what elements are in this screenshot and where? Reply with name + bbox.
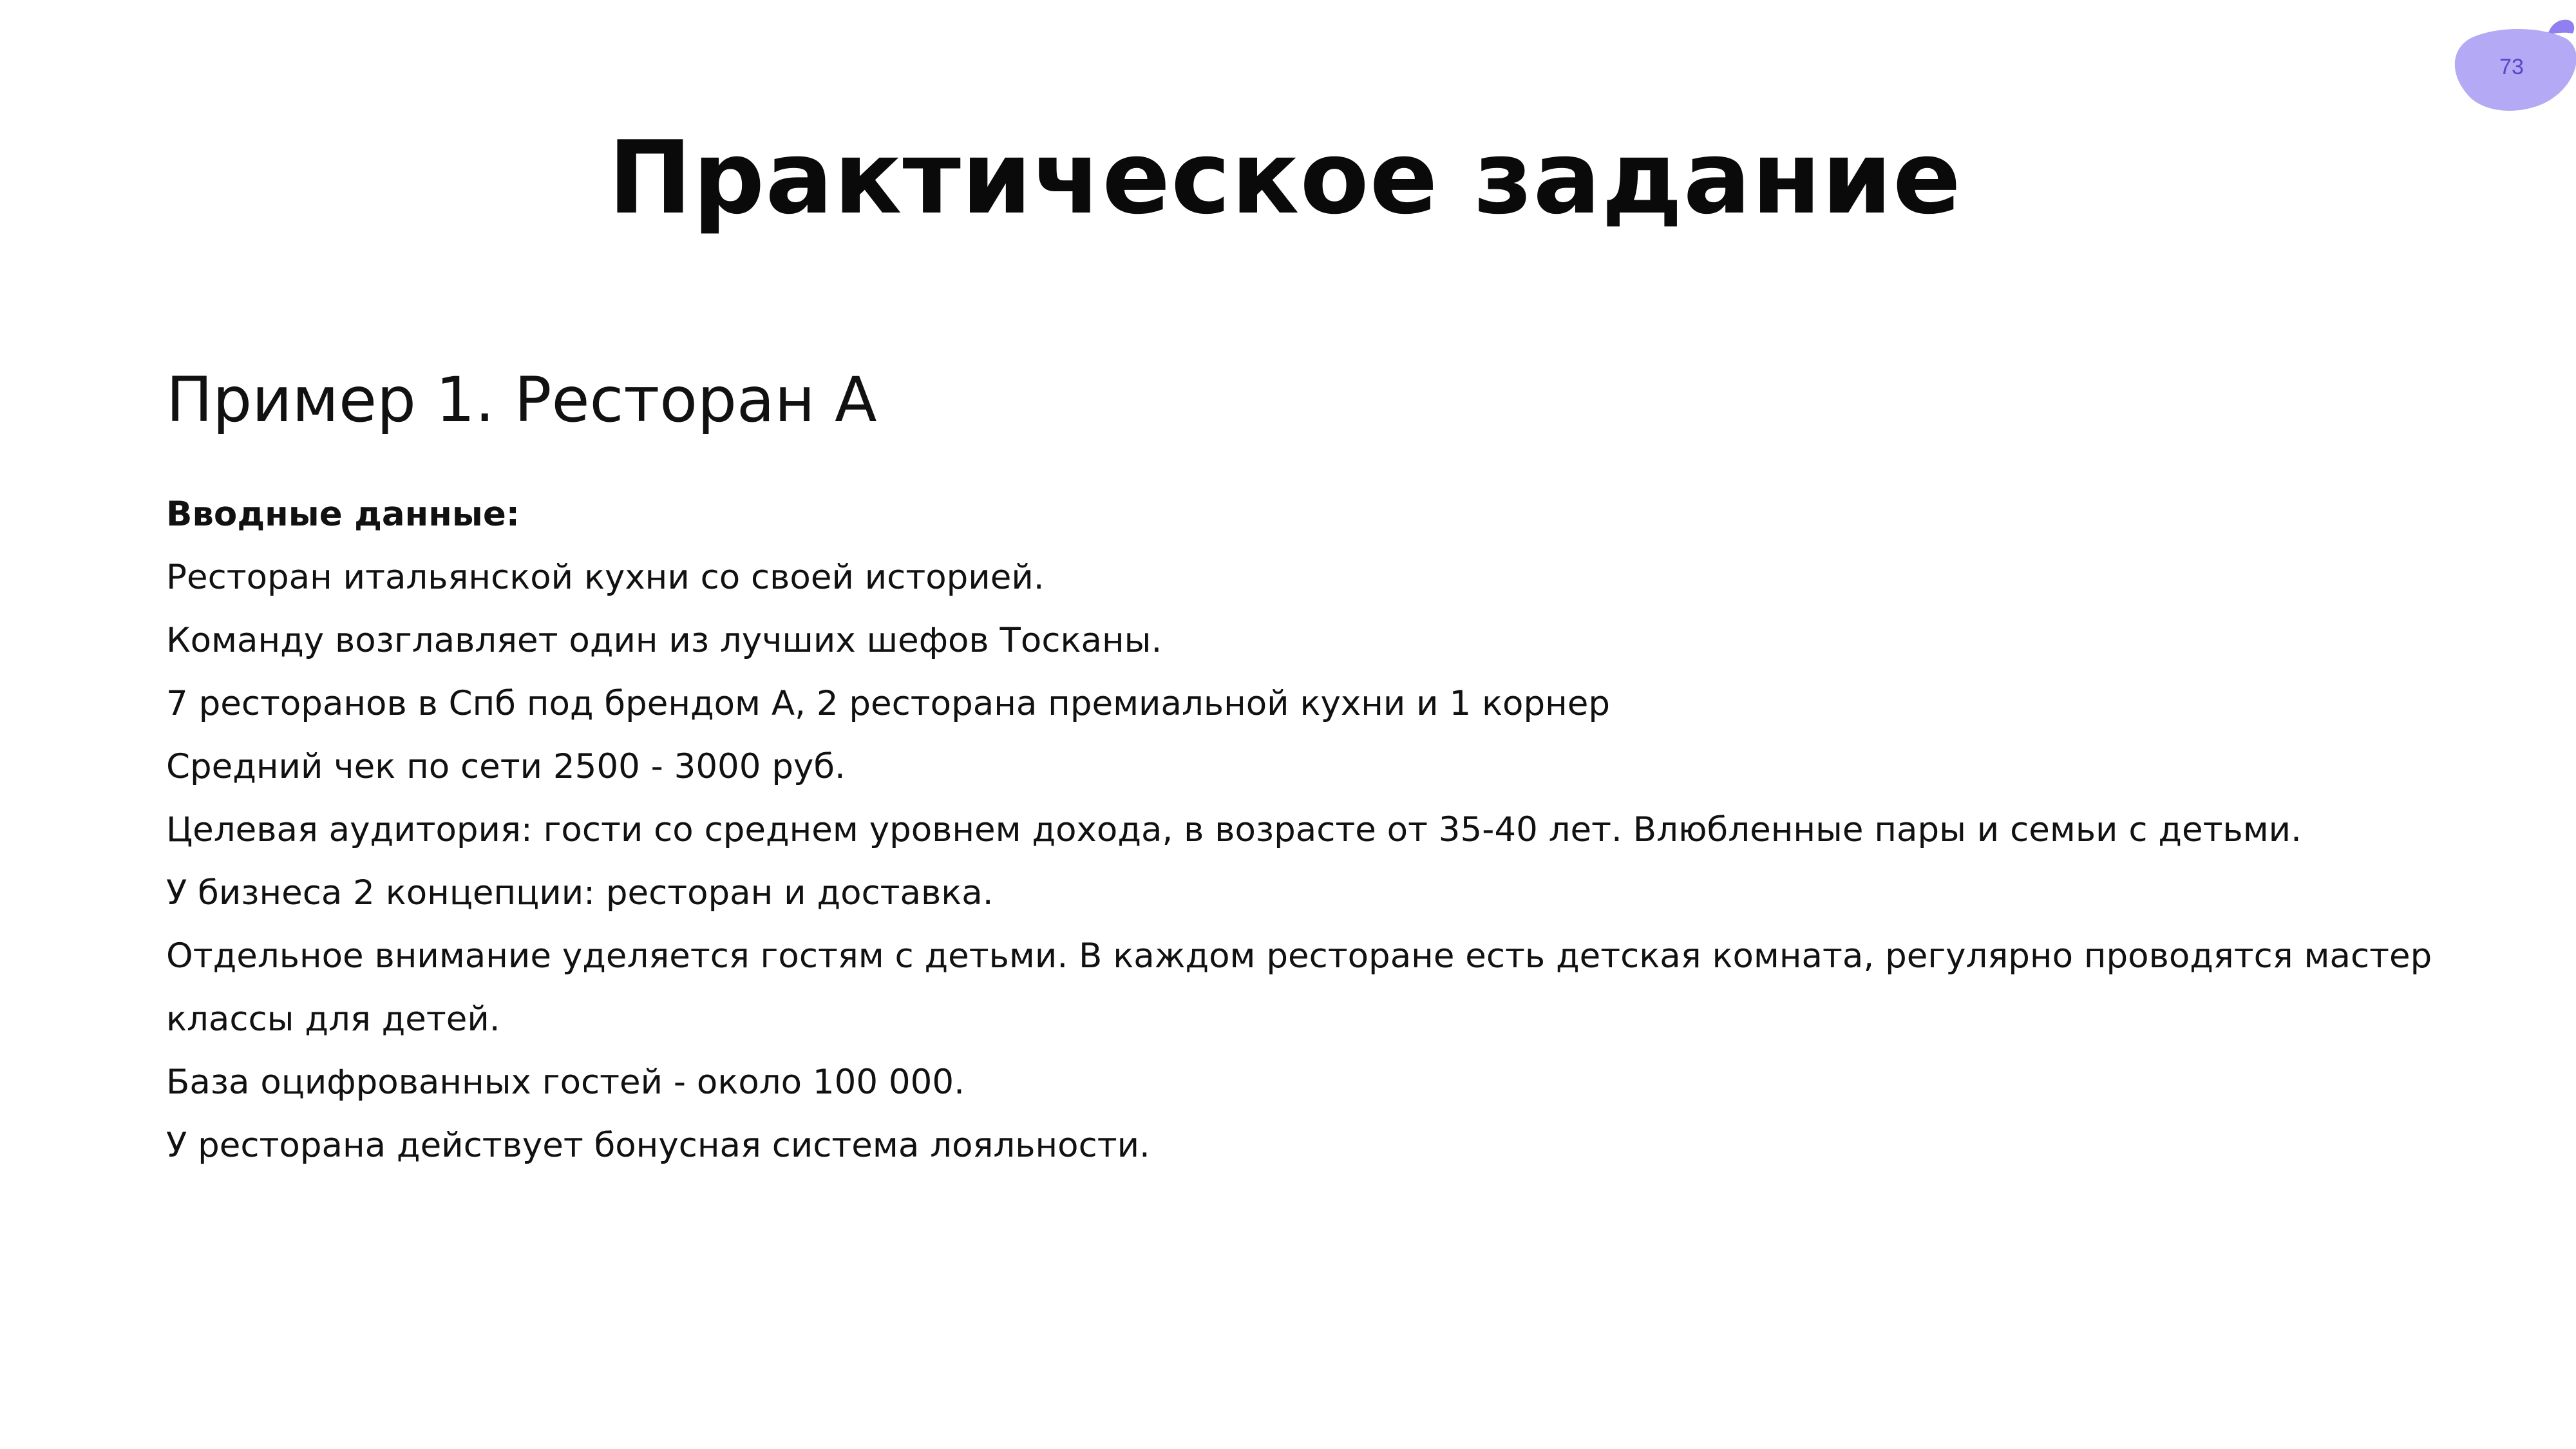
content-line: Ресторан итальянской кухни со своей историей.: [166, 558, 1045, 597]
content-line: База оцифрованных гостей - около 100 000.: [166, 1063, 965, 1102]
content-line: Команду возглавляет один из лучших шефов Тосканы.: [166, 621, 1162, 660]
example-subtitle: Пример 1. Ресторан А: [166, 364, 877, 436]
slide-title: Практическое задание: [608, 119, 1962, 236]
content-line: У бизнеса 2 концепции: ресторан и доставка.: [166, 873, 994, 913]
content-line: Целевая аудитория: гости со среднем уровнем дохода, в возрасте от 35-40 лет. Влюбленные пары и семьи с детьми.: [166, 810, 2302, 849]
content-line: Средний чек по сети 2500 - 3000 руб.: [166, 747, 846, 786]
input-data-heading: Вводные данные:: [166, 495, 520, 534]
content-block: [166, 483, 2459, 1177]
content-line: Отдельное внимание уделяется гостям с детьми. В каждом ресторане есть детская комната, регулярно проводятся мастер классы для детей.: [166, 936, 2432, 1039]
content-line: У ресторана действует бонусная система лояльности.: [166, 1126, 1150, 1165]
page-number: 73: [2499, 55, 2524, 79]
content-line: 7 ресторанов в Спб под брендом А, 2 ресторана премиальной кухни и 1 корнер: [166, 684, 1610, 723]
